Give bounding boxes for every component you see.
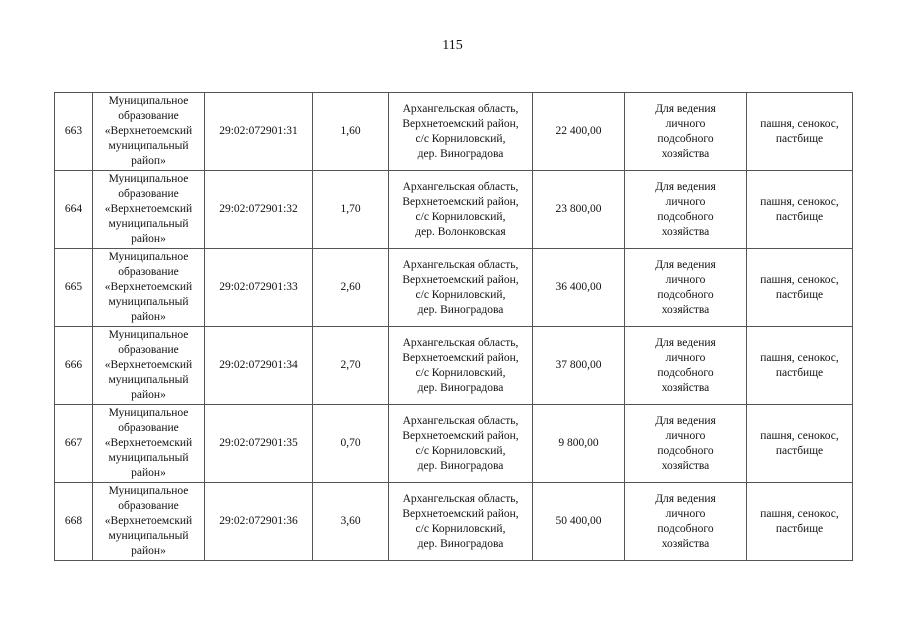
row-number: 668 [55,483,93,561]
row-number: 663 [55,93,93,171]
price-cell: 50 400,00 [533,483,625,561]
table-row [55,483,853,561]
address-cell: Архангельская область, Верхнетоемский район, с/с Корниловский, дер. Виноградова [389,93,533,171]
table-row [55,249,853,327]
row-number: 664 [55,171,93,249]
land-type-cell: пашня, сенокос, пастбище [747,93,853,171]
table-row [55,327,853,405]
page-number: 115 [442,38,463,53]
land-type-cell: пашня, сенокос, пастбище [747,249,853,327]
purpose-cell: Для ведения личного подсобного хозяйства [625,249,747,327]
purpose-cell: Для ведения личного подсобного хозяйства [625,327,747,405]
area-cell: 1,70 [313,171,389,249]
owner-cell: Муниципальное образование «Верхнетоемский муниципальный райоп» [93,93,205,171]
owner-cell: Муниципальное образование «Верхнетоемский муниципальный район» [93,327,205,405]
owner-cell: Муниципальное образование «Верхнетоемский муниципальный район» [93,249,205,327]
cadastral-number-cell: 29:02:072901:33 [205,249,313,327]
address-cell: Архангельская область, Верхнетоемский район, с/с Корниловский, дер. Виноградова [389,405,533,483]
purpose-cell: Для ведения личного подсобного хозяйства [625,483,747,561]
land-type-cell: пашня, сенокос, пастбище [747,327,853,405]
price-cell: 36 400,00 [533,249,625,327]
cadastral-number-cell: 29:02:072901:36 [205,483,313,561]
address-cell: Архангельская область, Верхнетоемский район, с/с Корниловский, дер. Волонковская [389,171,533,249]
price-cell: 37 800,00 [533,327,625,405]
area-cell: 2,60 [313,249,389,327]
price-cell: 22 400,00 [533,93,625,171]
row-number: 666 [55,327,93,405]
row-number: 665 [55,249,93,327]
row-number: 667 [55,405,93,483]
address-cell: Архангельская область, Верхнетоемский район, с/с Корниловский, дер. Виноградова [389,327,533,405]
cadastral-number-cell: 29:02:072901:31 [205,93,313,171]
address-cell: Архангельская область, Верхнетоемский район, с/с Корниловский, дер. Виноградова [389,249,533,327]
area-cell: 1,60 [313,93,389,171]
purpose-cell: Для ведения личного подсобного хозяйства [625,171,747,249]
owner-cell: Муниципальное образование «Верхнетоемский муниципальный район» [93,405,205,483]
owner-cell: Муниципальное образование «Верхнетоемский муниципальный район» [93,483,205,561]
table-row [55,171,853,249]
land-type-cell: пашня, сенокос, пастбище [747,483,853,561]
area-cell: 2,70 [313,327,389,405]
table-row [55,93,853,171]
table-row [55,405,853,483]
cadastral-number-cell: 29:02:072901:34 [205,327,313,405]
purpose-cell: Для ведения личного подсобного хозяйства [625,405,747,483]
address-cell: Архангельская область, Верхнетоемский район, с/с Корниловский, дер. Виноградова [389,483,533,561]
purpose-cell: Для ведения личного подсобного хозяйства [625,93,747,171]
price-cell: 23 800,00 [533,171,625,249]
cadastral-number-cell: 29:02:072901:35 [205,405,313,483]
area-cell: 3,60 [313,483,389,561]
land-type-cell: пашня, сенокос, пастбище [747,171,853,249]
land-plots-table [54,92,853,561]
cadastral-number-cell: 29:02:072901:32 [205,171,313,249]
price-cell: 9 800,00 [533,405,625,483]
land-type-cell: пашня, сенокос, пастбище [747,405,853,483]
owner-cell: Муниципальное образование «Верхнетоемский муниципальный район» [93,171,205,249]
area-cell: 0,70 [313,405,389,483]
